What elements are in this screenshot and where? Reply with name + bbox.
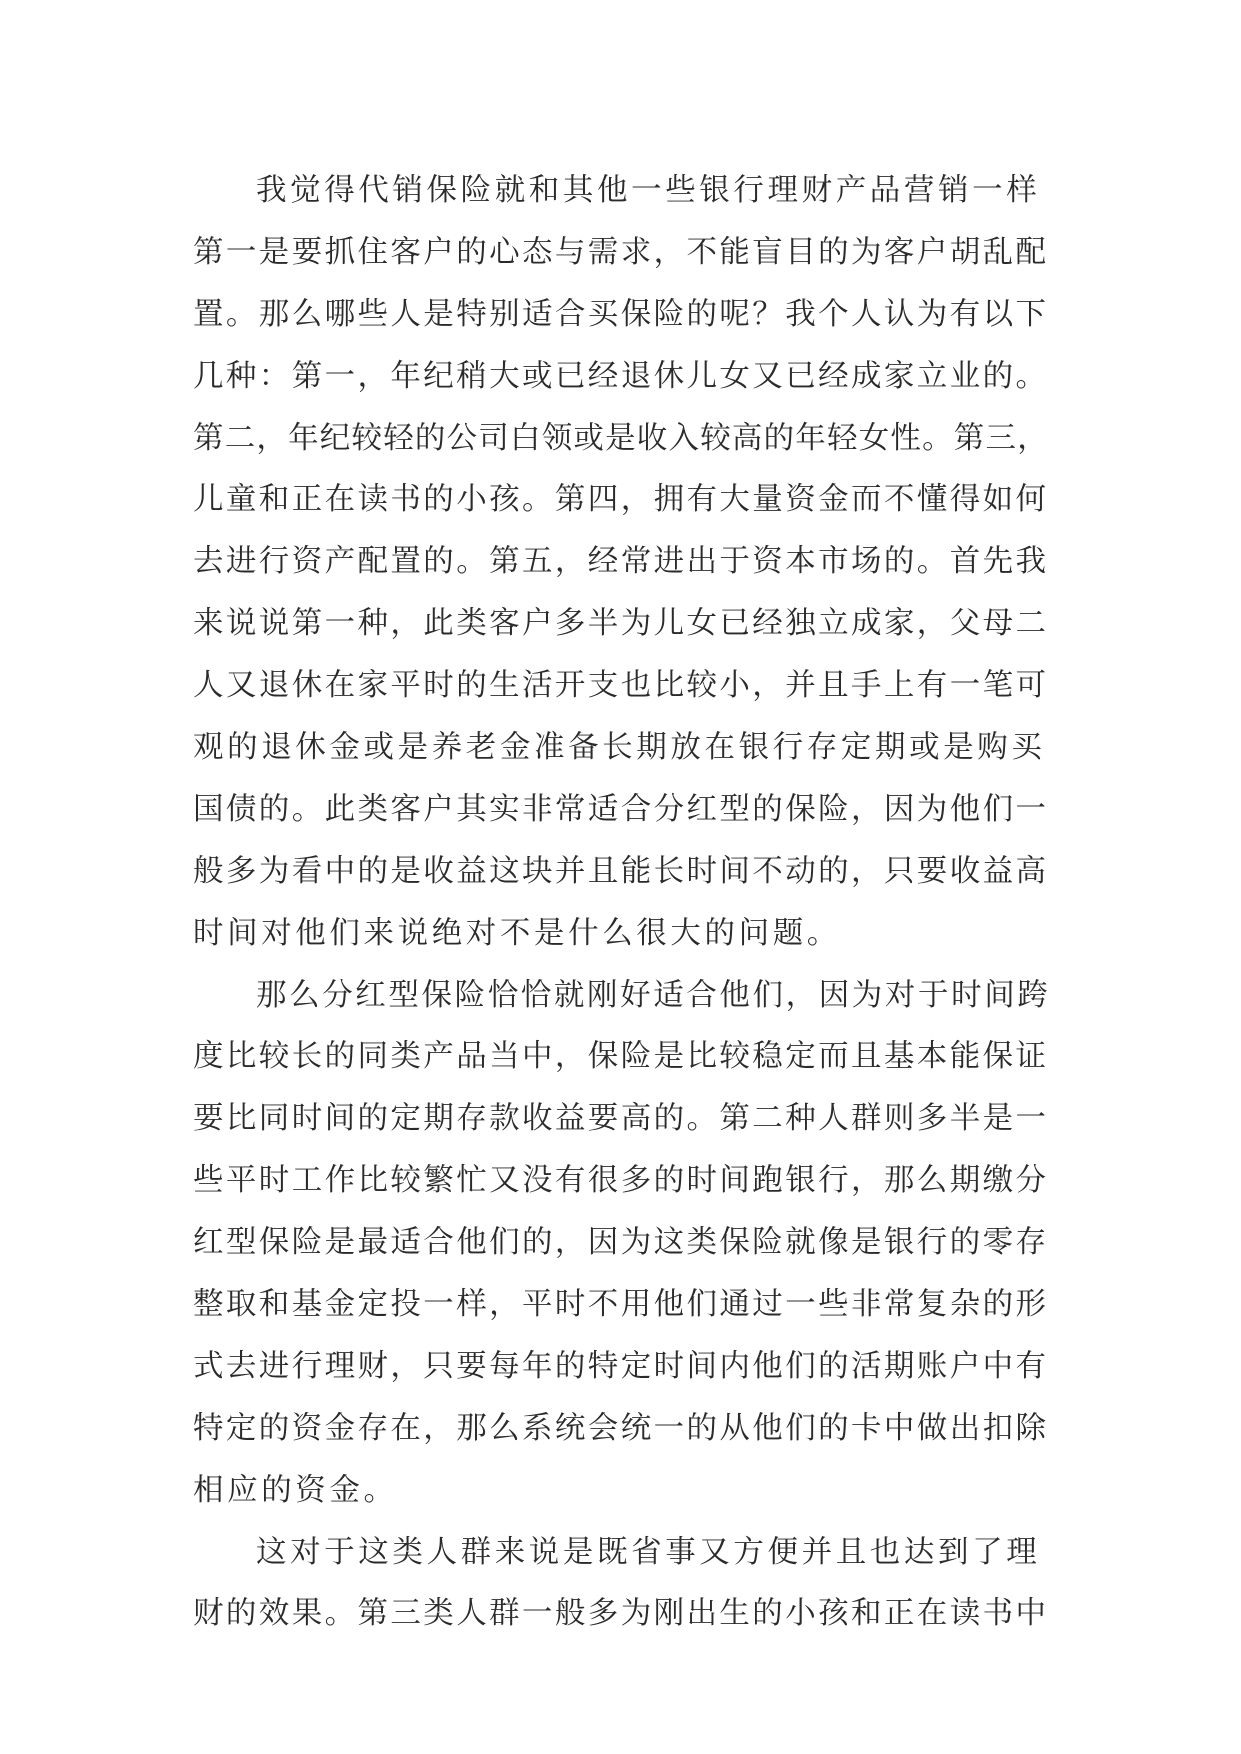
paragraph-1-line-13: 时间对他们来说绝对不是什么很大的问题。 [193, 915, 841, 951]
paragraph-2-line-7: 式去进行理财，只要每年的特定时间内他们的活期账户中有 [193, 1348, 1049, 1384]
paragraph-2-line-6: 整取和基金定投一样，平时不用他们通过一些非常复杂的形 [193, 1287, 1049, 1323]
paragraph-1-line-3: 置。那么哪些人是特别适合买保险的呢？我个人认为有以下 [193, 296, 1049, 332]
body-text [193, 160, 1053, 1645]
paragraph-1-line-9: 人又退休在家平时的生活开支也比较小，并且手上有一笔可 [193, 668, 1049, 704]
paragraph-2-line-5: 红型保险是最适合他们的，因为这类保险就像是银行的零存 [193, 1225, 1049, 1261]
paragraph-1-line-8: 来说说第一种，此类客户多半为儿女已经独立成家，父母二 [193, 606, 1049, 642]
paragraph-2-line-8: 特定的资金存在，那么系统会统一的从他们的卡中做出扣除 [193, 1410, 1049, 1446]
paragraph-1-line-4: 几种：第一，年纪稍大或已经退休儿女又已经成家立业的。 [193, 358, 1049, 394]
paragraph-3-line-1: 这对于这类人群来说是既省事又方便并且也达到了理 [256, 1534, 1041, 1570]
paragraph-1-line-1: 我觉得代销保险就和其他一些银行理财产品营销一样 [256, 173, 1041, 208]
paragraph-3-line-2: 财的效果。第三类人群一般多为刚出生的小孩和正在读书中 [193, 1596, 1049, 1632]
paragraph-2-line-3: 要比同时间的定期存款收益要高的。第二种人群则多半是一 [193, 1101, 1049, 1137]
paragraph-2-line-1: 那么分红型保险恰恰就刚好适合他们，因为对于时间跨 [256, 977, 1051, 1013]
paragraph-1-line-10: 观的退休金或是养老金准备长期放在银行存定期或是购买 [193, 730, 1046, 766]
paragraph-2-line-2: 度比较长的同类产品当中，保险是比较稳定而且基本能保证 [193, 1039, 1049, 1075]
paragraph-1-line-6: 儿童和正在读书的小孩。第四，拥有大量资金而不懂得如何 [193, 482, 1049, 518]
paragraph-1-line-11: 国债的。此类客户其实非常适合分红型的保险，因为他们一 [193, 791, 1049, 827]
paragraph-2-line-4: 些平时工作比较繁忙又没有很多的时间跑银行，那么期缴分 [193, 1163, 1049, 1199]
paragraph-1-line-7: 去进行资产配置的。第五，经常进出于资本市场的。首先我 [193, 544, 1049, 580]
paragraph-1-line-2: 第一是要抓住客户的心态与需求，不能盲目的为客户胡乱配 [193, 234, 1049, 270]
paragraph-1-line-5: 第二，年纪较轻的公司白领或是收入较高的年轻女性。第三， [193, 420, 1049, 456]
paragraph-2-line-9: 相应的资金。 [193, 1472, 398, 1508]
paragraph-1-line-12: 般多为看中的是收益这块并且能长时间不动的，只要收益高 [193, 853, 1049, 889]
